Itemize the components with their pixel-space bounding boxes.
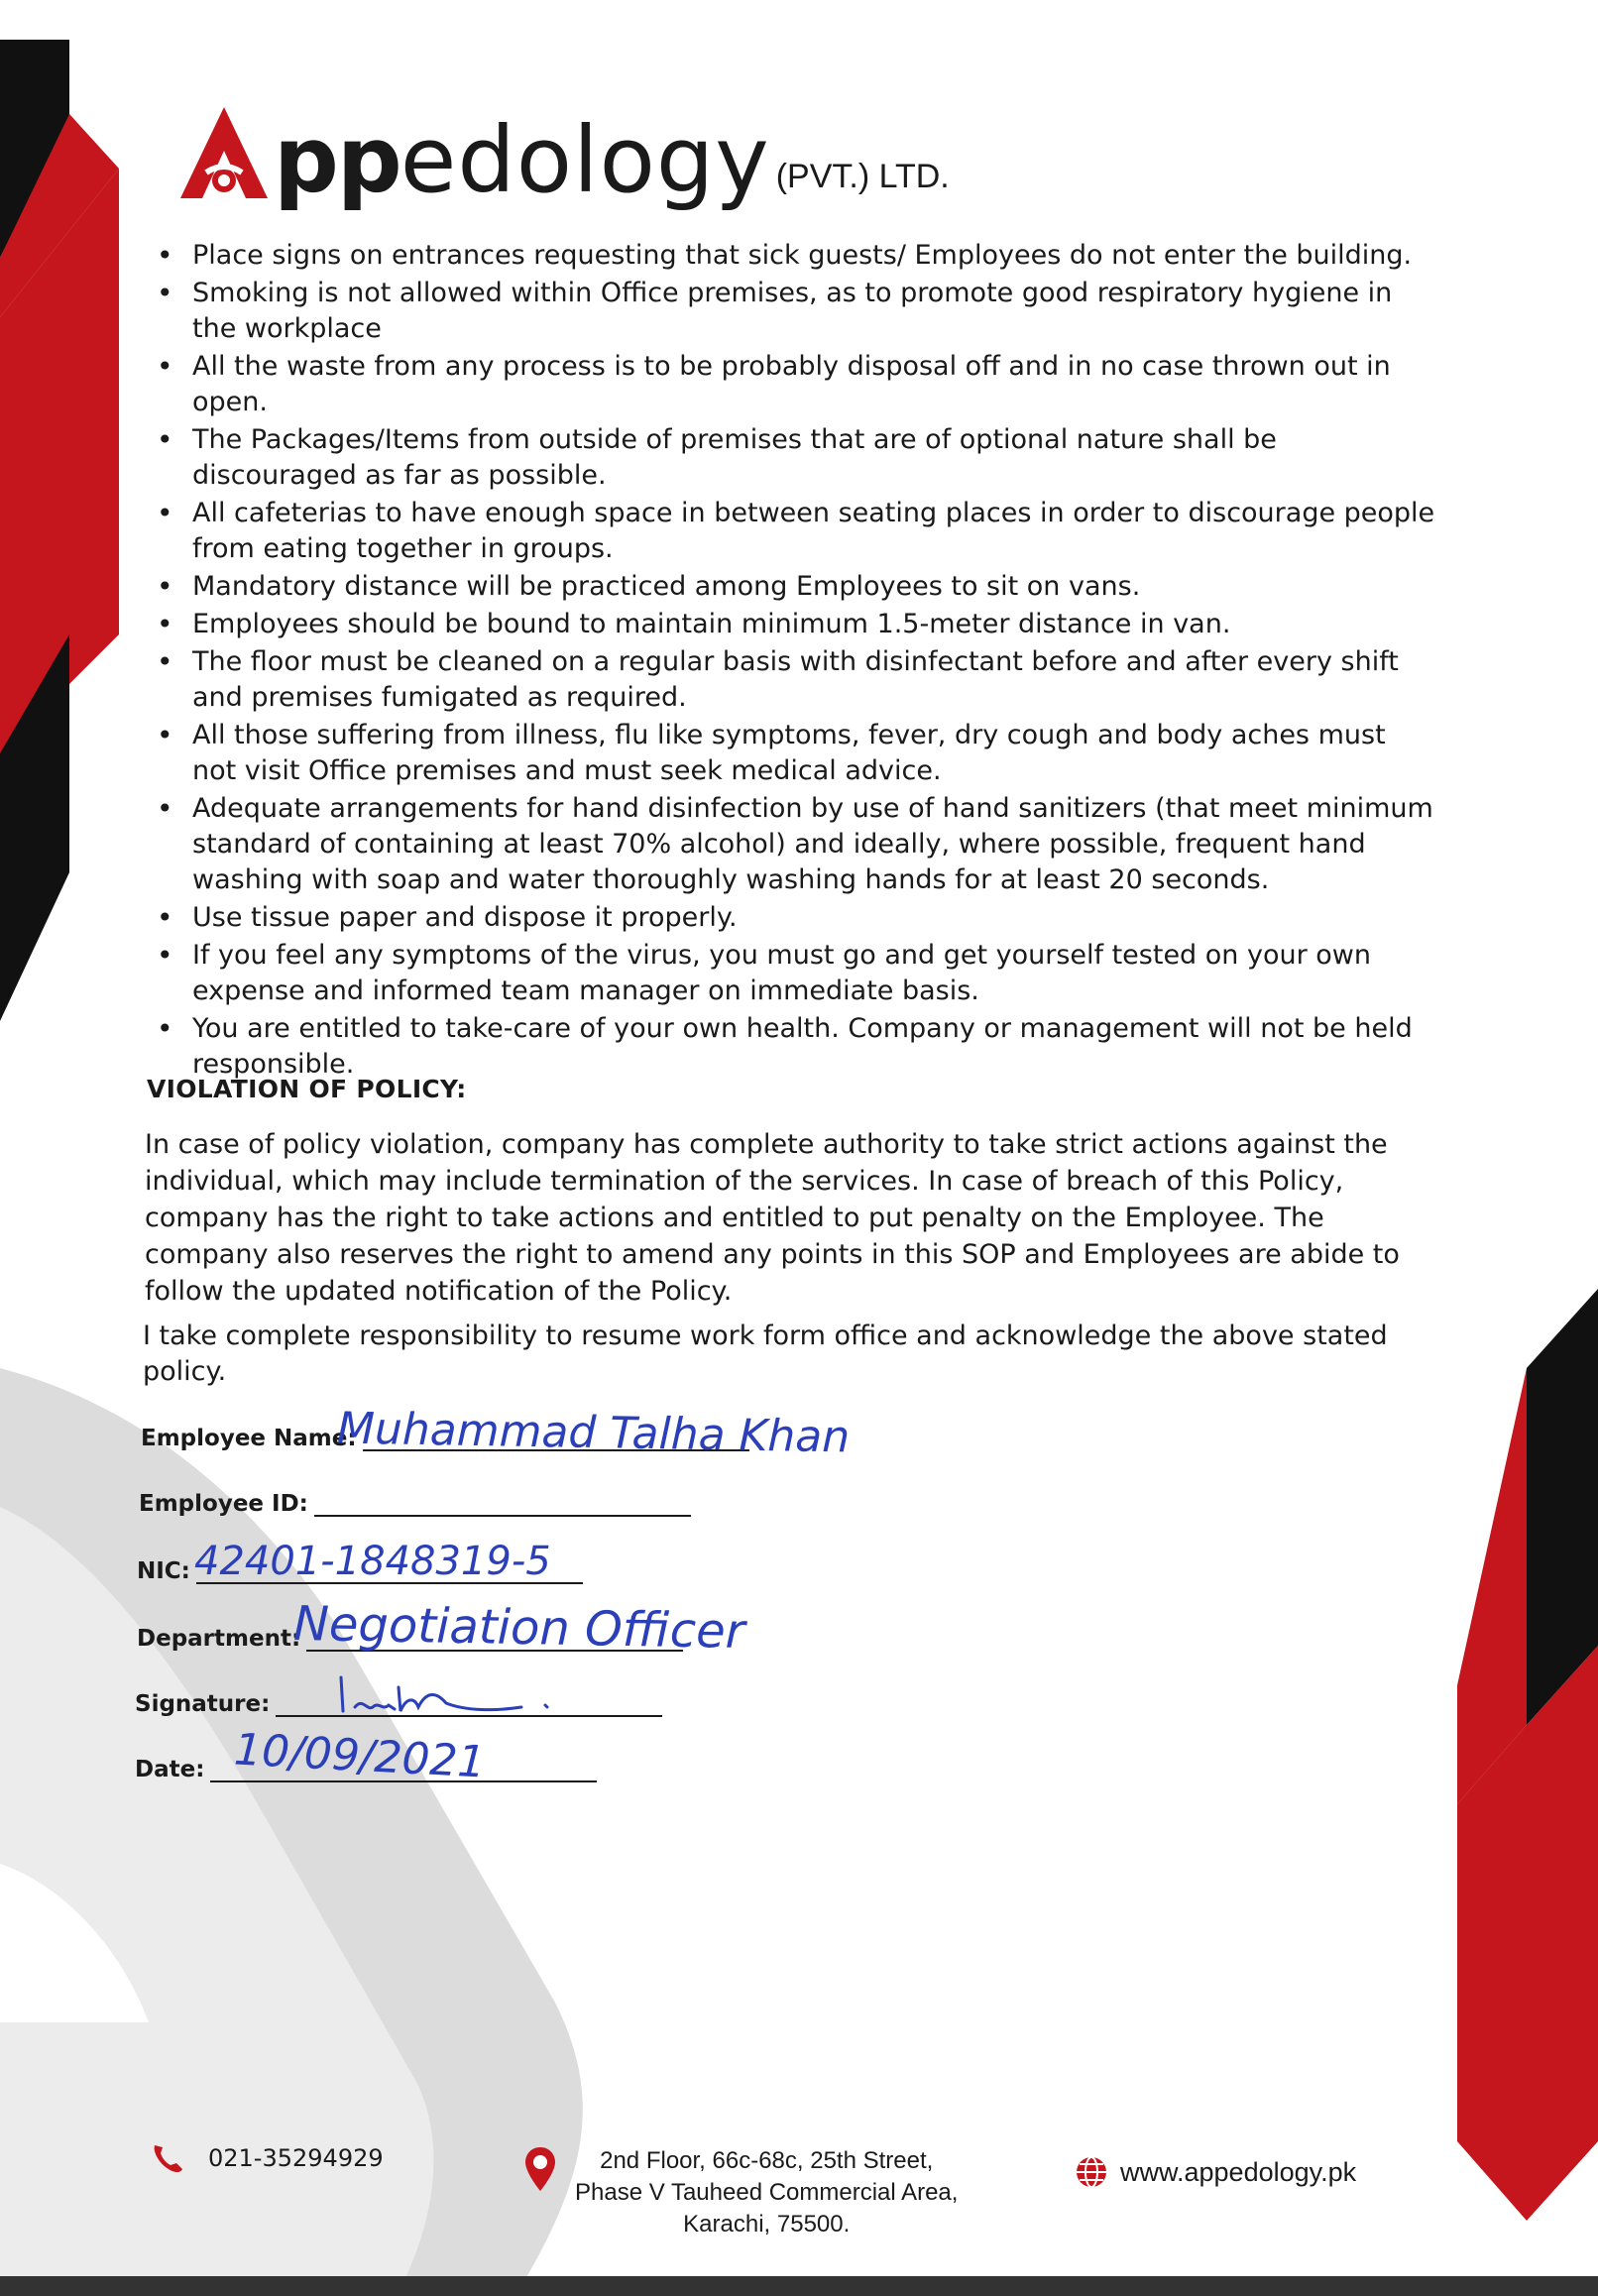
phone-icon: [151, 2141, 186, 2175]
violation-paragraph: In case of policy violation, company has complete authority to take strict actions against the individual, which may include termination of the services. In case of breach of this Policy, company has the right to take actions and entitled to put penalty on the Employee. The company also reserves the right to amend any points in this SOP and Employees are abide to follow the updated notification of the Policy.: [145, 1129, 1400, 1307]
footer-website: [1075, 2155, 1356, 2189]
policy-bullet-list: [157, 238, 1435, 1085]
employee-id-label: Employee ID:: [139, 1491, 308, 1517]
employee-id-field[interactable]: [139, 1491, 691, 1517]
globe-icon: [1075, 2155, 1108, 2189]
nic-value: 42401-1848319-5: [194, 1539, 551, 1584]
bullet-item: • The floor must be cleaned on a regular basis with disinfectant before and after every shift and premises fumigated as required.: [157, 644, 1435, 716]
bullet-item: • The Packages/Items from outside of premises that are of optional nature shall be discouraged as far as possible.: [157, 422, 1435, 494]
address-line-1: 2nd Floor, 66c-68c, 25th Street,: [600, 2147, 934, 2174]
bullet-item: • Employees should be bound to maintain minimum 1.5-meter distance in van.: [157, 607, 1435, 642]
department-label: Department:: [137, 1626, 301, 1652]
company-logo: [176, 97, 950, 213]
website-link[interactable]: www.appedology.pk: [1120, 2156, 1357, 2187]
signature-label: Signature:: [135, 1691, 271, 1717]
bullet-item: • Place signs on entrances requesting that sick guests/ Employees do not enter the building.: [157, 238, 1435, 274]
employee-name-value: Muhammad Talha Khan: [336, 1403, 851, 1463]
bullet-item: • Smoking is not allowed within Office premises, as to promote good respiratory hygiene in the workplace: [157, 276, 1435, 347]
bullet-item: • All those suffering from illness, flu like symptoms, fever, dry cough and body aches must not visit Office premises and must seek medical advice.: [157, 718, 1435, 789]
bullet-item: • If you feel any symptoms of the virus, you must go and get yourself tested on your own expense and informed team manager on immediate basis.: [157, 938, 1435, 1009]
bullet-item: • You are entitled to take-care of your own health. Company or management will not be held responsible.: [157, 1011, 1435, 1083]
footer-phone: [151, 2141, 384, 2175]
phone-number: 021-35294929: [208, 2144, 384, 2172]
date-label: Date:: [135, 1757, 205, 1782]
date-value: 10/09/2021: [232, 1724, 487, 1788]
bullet-item: • All cafeterias to have enough space in between seating places in order to discourage people from eating together in groups.: [157, 496, 1435, 567]
address-line-3: Karachi, 75500.: [683, 2211, 851, 2238]
location-pin-icon: [523, 2145, 557, 2195]
bullet-item: • Use tissue paper and dispose it properly.: [157, 900, 1435, 936]
acknowledgement-text: I take complete responsibility to resume work form office and acknowledge the above stated policy.: [143, 1320, 1388, 1387]
logo-suffix: (PVT.) LTD.: [775, 158, 950, 195]
bullet-item: • Mandatory distance will be practiced among Employees to sit on vans.: [157, 569, 1435, 605]
address-line-2: Phase V Tauheed Commercial Area,: [575, 2179, 959, 2206]
logo-rest-text: edology: [400, 107, 770, 213]
bullet-item: • All the waste from any process is to be probably disposal off and in no case thrown out in open.: [157, 349, 1435, 420]
signature-scribble-icon: [337, 1667, 575, 1723]
bullet-item: • Adequate arrangements for hand disinfection by use of hand sanitizers (that meet minimum standard of containing at least 70% alcohol) and ideally, where possible, frequent hand washing with soap and water thoroughly washing hands for at least 20 seconds.: [157, 791, 1435, 898]
employee-name-label: Employee Name:: [141, 1426, 357, 1451]
department-value: Negotiation Officer: [292, 1596, 745, 1660]
footer-address: [523, 2145, 958, 2240]
nic-label: NIC:: [137, 1558, 190, 1584]
violation-heading: VIOLATION OF POLICY:: [147, 1075, 467, 1103]
logo-bold-text: pp: [274, 107, 400, 213]
logo-a-mark-icon: [176, 103, 272, 206]
employee-id-line: [314, 1513, 691, 1517]
